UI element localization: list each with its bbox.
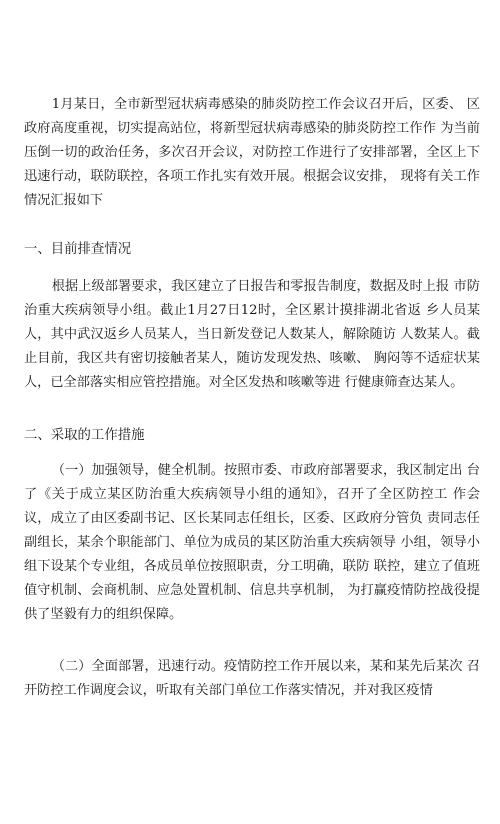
measure-deployment-paragraph: （二）全面部署，迅速行动。疫情防控工作开展以来，某和某先后某次 召开防控工作调度会议，听取有关部门单位工作落实情况，并对我区疫情 — [24, 659, 480, 698]
intro-paragraph: 1月某日，全市新型冠状病毒感染的肺炎防控工作会议召开后，区委、 区政府高度重视，切实提高站位，将新型冠状病毒感染的肺炎防控工作作 为当前压倒一切的政治任务，多次召开会议，对防控工作进行了安排部署，全区上下迅速行动，联防联控，各项工作扎实有效开展。根据会议安排， 现将有关工作情况汇报如下 — [24, 97, 480, 208]
measure-leadership-paragraph: （一）加强领导，健全机制。按照市委、市政府部署要求，我区制定出 台了《关于成立某区防治重大疾病领导小组的通知》，召开了全区防控工 作会议，成立了由区委副书记、区长某同志任组长，区委、区政府分管负 责同志任副组长，某余个职能部门、单位为成员的某区防治重大疾病领导 小组，领导小组下设某个专业组，各成员单位按照职责，分工明确，联防 联控，建立了值班值守机制、会商机制、应急处置机制、信息共享机制， 为打赢疫情防控战役提供了坚毅有力的组织保障。 — [24, 463, 480, 622]
screening-paragraph: 根据上级部署要求，我区建立了日报告和零报告制度，数据及时上报 市防治重大疾病领导小组。截止1月27日12时，全区累计摸排湖北省返 乡人员某人，其中武汉返乡人员某人，当日新发登记人数某人，解除随访 人数某人。截止目前，我区共有密切接触者某人，随访发现发热、咳嗽、 胸闷等不适症状某人，已全部落实相应管控措施。对全区发热和咳嗽等进 行健康筛查达某人。 — [24, 279, 480, 390]
section-heading-measures: 二、采取的工作措施 — [24, 428, 145, 443]
section-heading-screening: 一、目前排查情况 — [24, 242, 132, 257]
